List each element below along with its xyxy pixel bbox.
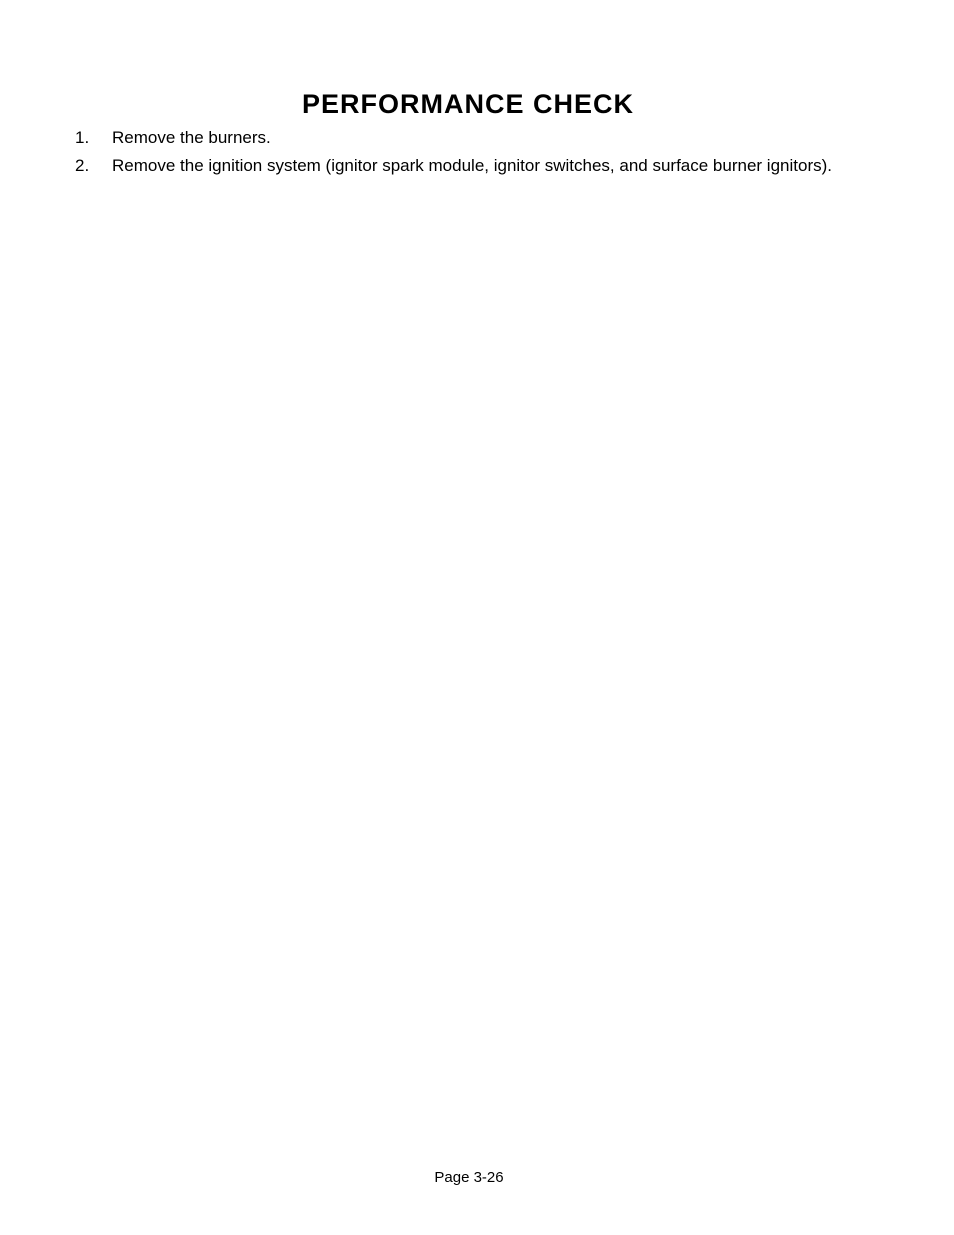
step-number: 1. bbox=[75, 128, 90, 147]
step-number: 2. bbox=[75, 156, 90, 175]
step-item bbox=[75, 155, 860, 177]
procedure-steps bbox=[75, 127, 860, 183]
step-text: Remove the ignition system (ignitor spark module, ignitor switches, and surface burner ignitors). bbox=[112, 156, 832, 175]
step-text: Remove the burners. bbox=[112, 128, 271, 147]
step-item bbox=[75, 127, 860, 149]
page-number: Page 3-26 bbox=[434, 1169, 504, 1186]
page-title: PERFORMANCE CHECK bbox=[301, 89, 634, 119]
